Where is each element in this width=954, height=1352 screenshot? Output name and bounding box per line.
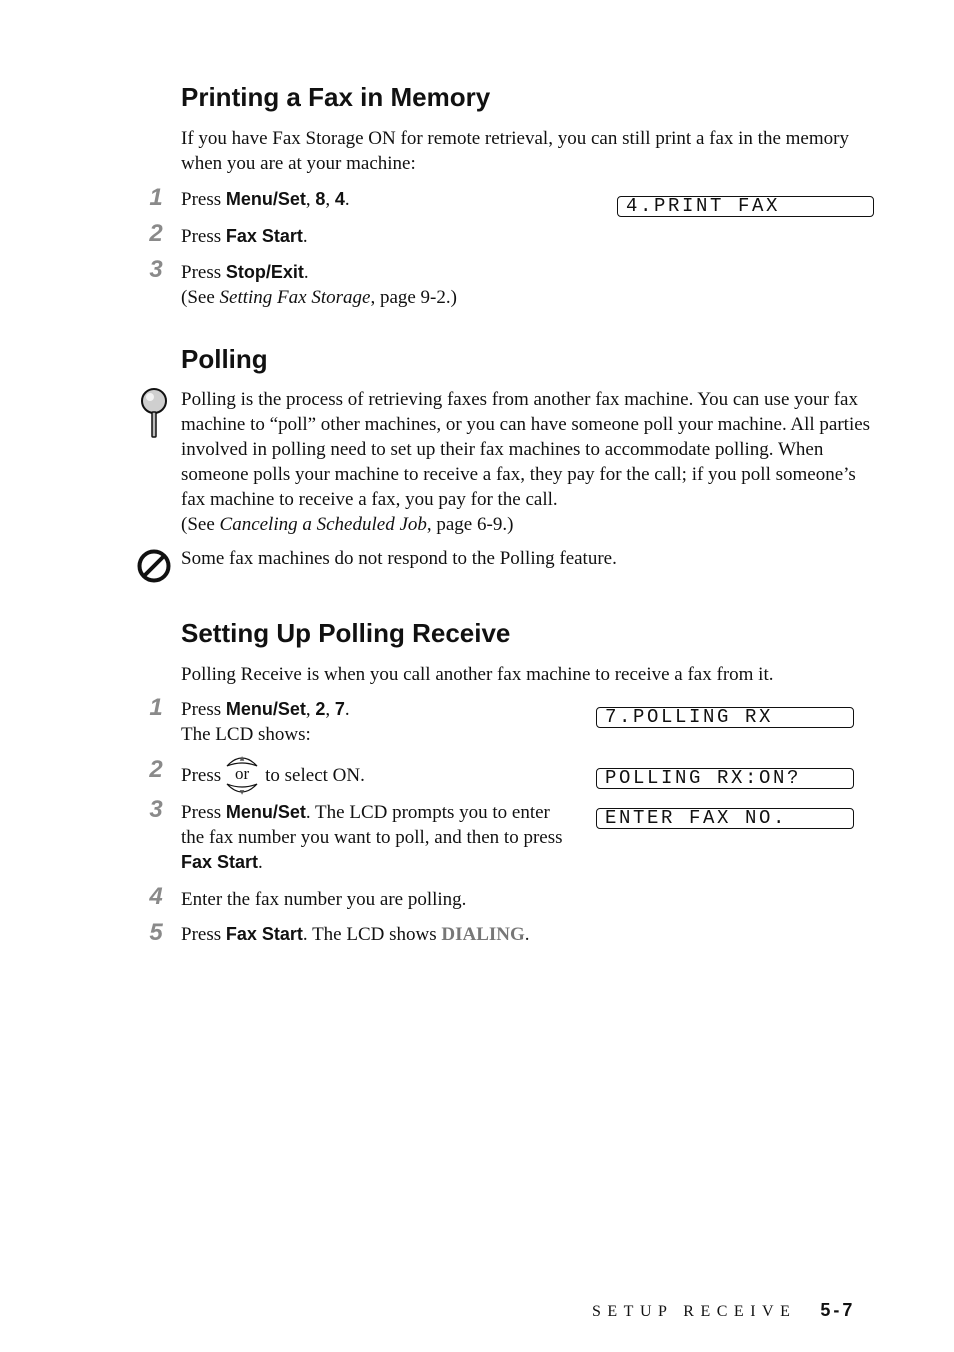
lcd-display: 4.PRINT FAX [617, 196, 874, 217]
footer-section-name: SETUP RECEIVE [592, 1303, 797, 1320]
prohibition-warning-icon [136, 548, 172, 584]
section-title-polling: Polling [181, 344, 268, 374]
step-number: 2 [149, 756, 163, 783]
step-number: 2 [149, 220, 163, 247]
polling-receive-intro: Polling Receive is when you call another fax machine to receive a fax from it. [181, 664, 774, 685]
svg-text:▼: ▼ [239, 789, 245, 796]
step-text: Press Menu/Set. The LCD prompts you to enter the fax number you want to poll, and then to press Fax Start. [181, 802, 563, 873]
step-text: Press Stop/Exit. (See Setting Fax Storage, page 9-2.) [181, 262, 457, 308]
lcd-display: ENTER FAX NO. [596, 808, 854, 829]
step-text: Press Menu/Set, 2, 7. The LCD shows: [181, 699, 350, 745]
polling-note: Polling is the process of retrieving faxes from another fax machine. You can use your fax machine to “poll” other machines, or you can have someone poll your machine. All parties involved in polling need to set up their fax machines to accommodate polling. When someone polls your machine to receive a fax, they pay for the call; if you poll someone’s fax machine to receive a fax, you pay for the call. (See Canceling a Scheduled Job, page 6-9.) [181, 389, 871, 535]
page-footer [592, 1300, 855, 1321]
step-number: 3 [149, 256, 163, 283]
lcd-display: POLLING RX:ON? [596, 768, 854, 789]
step-number: 3 [149, 796, 163, 823]
pushpin-note-icon [137, 386, 171, 440]
step-number: 1 [149, 184, 163, 211]
polling-warning: Some fax machines do not respond to the Polling feature. [181, 548, 617, 569]
printing-fax-intro: If you have Fax Storage ON for remote retrieval, you can still print a fax in the memory when you are at your machine: [181, 128, 849, 174]
lcd-display: 7.POLLING RX [596, 707, 854, 728]
up-down-arrow-keys-icon: ▲ ▼ or [225, 752, 259, 798]
step-text: Press ▲ ▼ or to select ON. [181, 750, 365, 800]
step-number: 4 [149, 883, 163, 910]
footer-page-number: 5-7 [820, 1300, 856, 1320]
step-text: Press Menu/Set, 8, 4. [181, 189, 350, 210]
section-title-printing-fax: Printing a Fax in Memory [181, 82, 491, 112]
step-text: Press Fax Start. The LCD shows DIALING. [181, 924, 530, 945]
step-text: Enter the fax number you are polling. [181, 889, 467, 910]
step-number: 5 [149, 919, 163, 946]
section-title-polling-receive: Setting Up Polling Receive [181, 618, 511, 648]
svg-text:▲: ▲ [239, 755, 245, 762]
step-number: 1 [149, 694, 163, 721]
step-text: Press Fax Start. [181, 226, 308, 247]
